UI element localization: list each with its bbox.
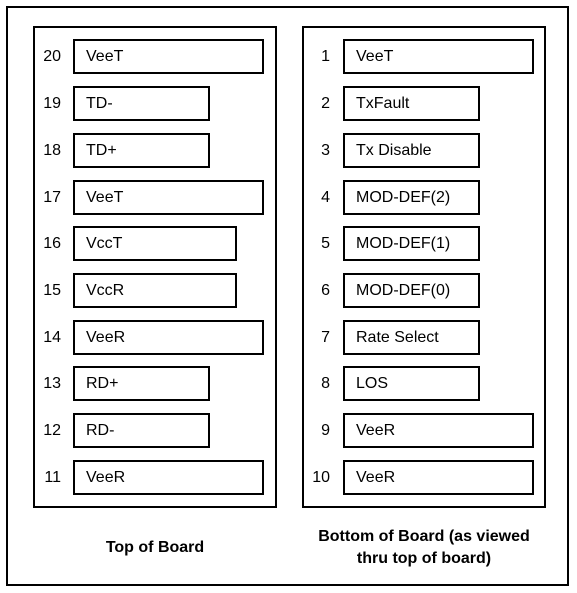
pin-label-box: VeeT <box>73 39 264 74</box>
pin-number: 7 <box>321 329 330 346</box>
pin-number: 1 <box>321 48 330 65</box>
pin-label-box: VccR <box>73 273 237 308</box>
pin-label-box: VeeR <box>73 460 264 495</box>
pin-label-box: TD+ <box>73 133 210 168</box>
pin-label-box: LOS <box>343 366 480 401</box>
pin-number: 5 <box>321 235 330 252</box>
pin-number: 8 <box>321 375 330 392</box>
pin-number: 13 <box>43 375 61 392</box>
top-of-board-caption <box>33 537 277 559</box>
pin-label-box: VccT <box>73 226 237 261</box>
pin-label-box: VeeT <box>343 39 534 74</box>
pin-number: 14 <box>43 329 61 346</box>
pin-number: 9 <box>321 422 330 439</box>
pin-label-box: RD+ <box>73 366 210 401</box>
pin-label-box: Rate Select <box>343 320 480 355</box>
pin-label-box: VeeT <box>73 180 264 215</box>
pin-number: 12 <box>43 422 61 439</box>
pin-number: 10 <box>312 469 330 486</box>
pin-label-box: TxFault <box>343 86 480 121</box>
pin-number: 18 <box>43 142 61 159</box>
pin-number: 3 <box>321 142 330 159</box>
bottom-of-board-caption <box>290 526 558 570</box>
pin-number: 2 <box>321 95 330 112</box>
pin-label-box: Tx Disable <box>343 133 480 168</box>
pin-number: 20 <box>43 48 61 65</box>
pin-number: 4 <box>321 189 330 206</box>
caption-text: Top of Board <box>105 539 205 556</box>
caption-line-2: thru top of board) <box>356 550 492 567</box>
pin-label-box: RD- <box>73 413 210 448</box>
pin-label-box: MOD-DEF(1) <box>343 226 480 261</box>
pin-number: 17 <box>43 189 61 206</box>
pin-label-box: VeeR <box>343 460 534 495</box>
pin-number: 16 <box>43 235 61 252</box>
pin-label-box: VeeR <box>73 320 264 355</box>
pin-label-box: TD- <box>73 86 210 121</box>
caption-line-1: Bottom of Board (as viewed <box>318 528 530 545</box>
pin-number: 11 <box>44 469 61 486</box>
pin-label-box: MOD-DEF(2) <box>343 180 480 215</box>
pin-number: 15 <box>43 282 61 299</box>
pin-number: 6 <box>321 282 330 299</box>
pin-number: 19 <box>43 95 61 112</box>
pin-label-box: VeeR <box>343 413 534 448</box>
pin-label-box: MOD-DEF(0) <box>343 273 480 308</box>
